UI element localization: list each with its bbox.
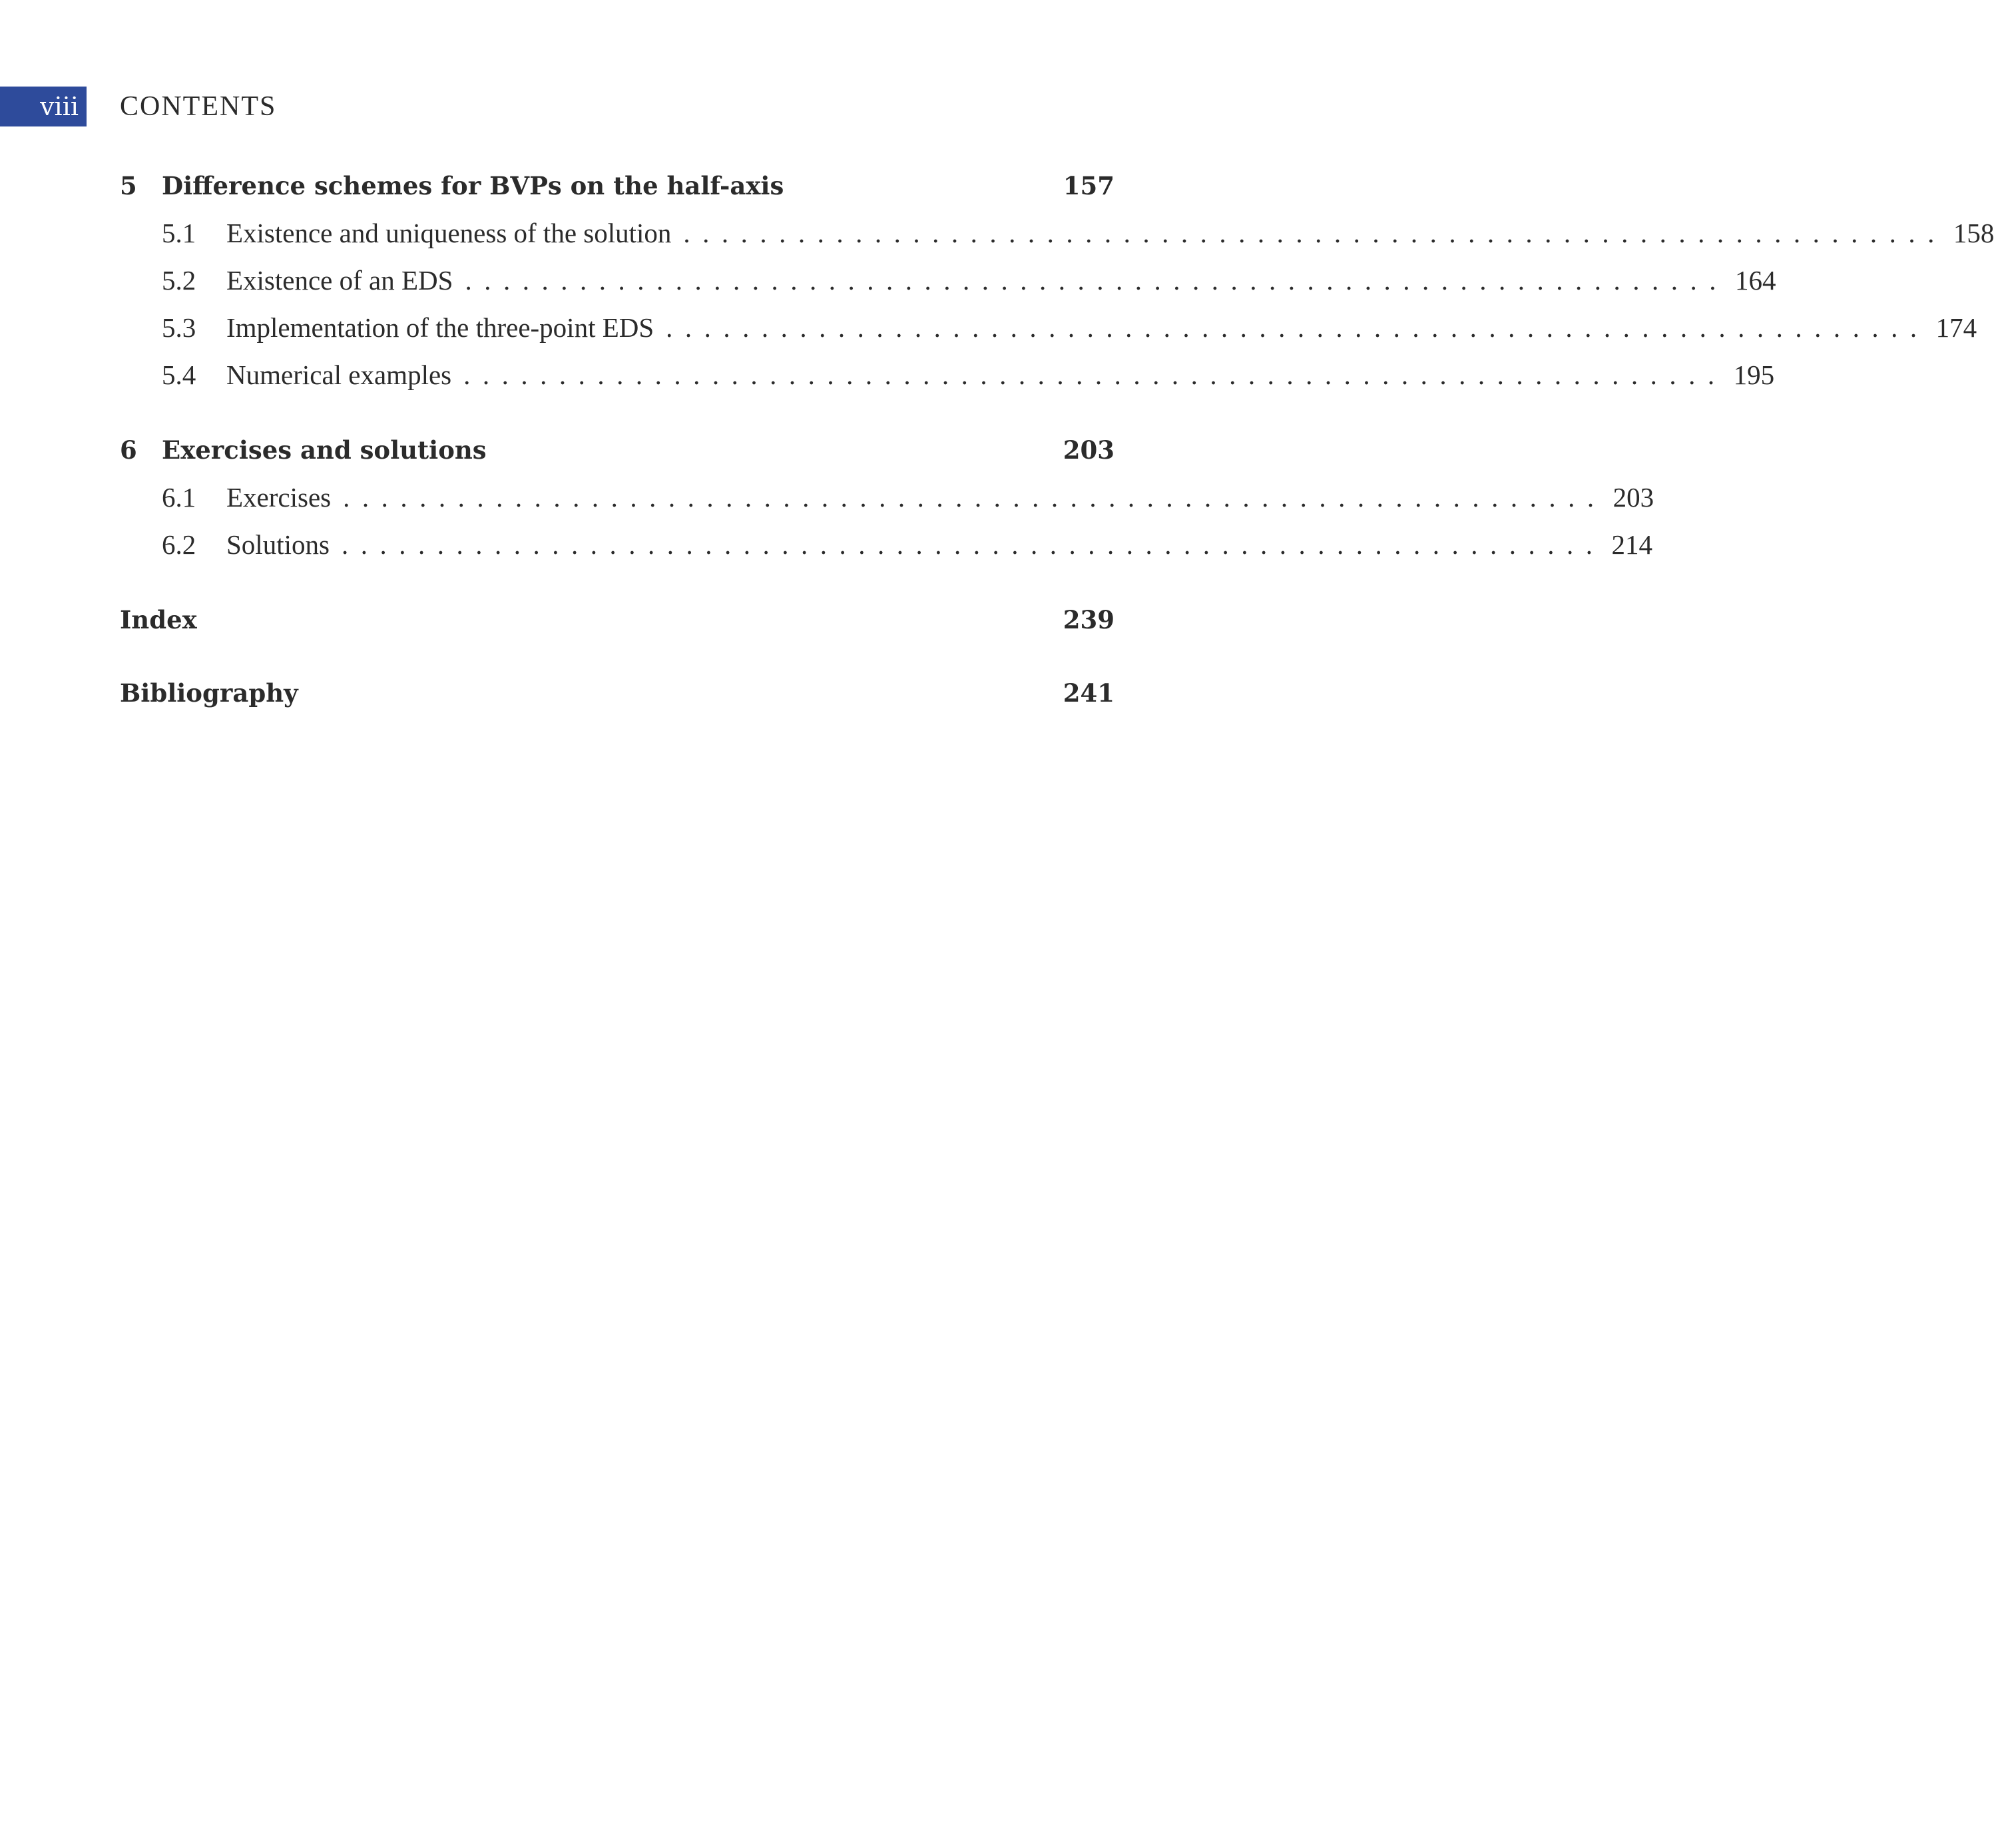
toc-section-5-3[interactable] bbox=[120, 304, 1977, 351]
section-page-number: 195 bbox=[1733, 359, 1775, 390]
section-page-number: 203 bbox=[1613, 482, 1654, 513]
running-head: CONTENTS bbox=[120, 91, 277, 122]
toc-chapter-5[interactable] bbox=[120, 162, 1115, 209]
section-page-number: 158 bbox=[1953, 218, 1994, 248]
section-page-number: 214 bbox=[1611, 529, 1652, 560]
section-number: 5.3 bbox=[162, 312, 196, 343]
section-title: Existence and uniqueness of the solution bbox=[226, 218, 672, 248]
page-number: viii bbox=[40, 92, 79, 121]
chapter-page-number: 157 bbox=[1063, 171, 1115, 200]
toc-index[interactable] bbox=[120, 596, 1115, 643]
section-title: Numerical examples bbox=[226, 359, 452, 390]
toc-bibliography[interactable] bbox=[120, 670, 1115, 716]
chapter-number: 6 bbox=[120, 435, 137, 465]
toc-section-5-4[interactable] bbox=[120, 351, 1775, 398]
dot-leader: .................................................................. bbox=[465, 265, 1728, 296]
section-number: 5.4 bbox=[162, 359, 196, 390]
section-title: Existence of an EDS bbox=[226, 265, 453, 296]
section-number: 6.2 bbox=[162, 529, 196, 560]
section-page-number: 164 bbox=[1734, 265, 1776, 296]
chapter-number: 5 bbox=[120, 171, 137, 200]
index-title: Index bbox=[120, 605, 197, 634]
dot-leader: .................................................................. bbox=[463, 359, 1727, 390]
page-number-tab bbox=[0, 87, 87, 126]
chapter-page-number: 203 bbox=[1063, 435, 1115, 465]
bibliography-title: Bibliography bbox=[120, 678, 298, 708]
toc-section-5-1[interactable] bbox=[120, 210, 1994, 256]
section-number: 5.2 bbox=[162, 265, 196, 296]
section-number: 5.1 bbox=[162, 218, 196, 248]
chapter-title: Difference schemes for BVPs on the half-axis bbox=[162, 171, 784, 200]
section-page-number: 174 bbox=[1935, 312, 1977, 343]
dot-leader: .................................................................. bbox=[343, 482, 1607, 513]
toc-section-6-1[interactable] bbox=[120, 474, 1654, 521]
toc-section-5-2[interactable] bbox=[120, 257, 1776, 304]
section-title: Exercises bbox=[226, 482, 332, 513]
toc-chapter-6[interactable] bbox=[120, 427, 1115, 473]
dot-leader: .................................................................. bbox=[666, 312, 1929, 343]
section-number: 6.1 bbox=[162, 482, 196, 513]
chapter-title: Exercises and solutions bbox=[162, 435, 487, 465]
index-page-number: 239 bbox=[1063, 605, 1115, 634]
dot-leader: .................................................................. bbox=[341, 529, 1605, 560]
section-title: Implementation of the three-point EDS bbox=[226, 312, 654, 343]
toc-section-6-2[interactable] bbox=[120, 521, 1652, 568]
dot-leader: .................................................................. bbox=[683, 218, 1947, 248]
bibliography-page-number: 241 bbox=[1063, 678, 1115, 708]
section-title: Solutions bbox=[226, 529, 330, 560]
